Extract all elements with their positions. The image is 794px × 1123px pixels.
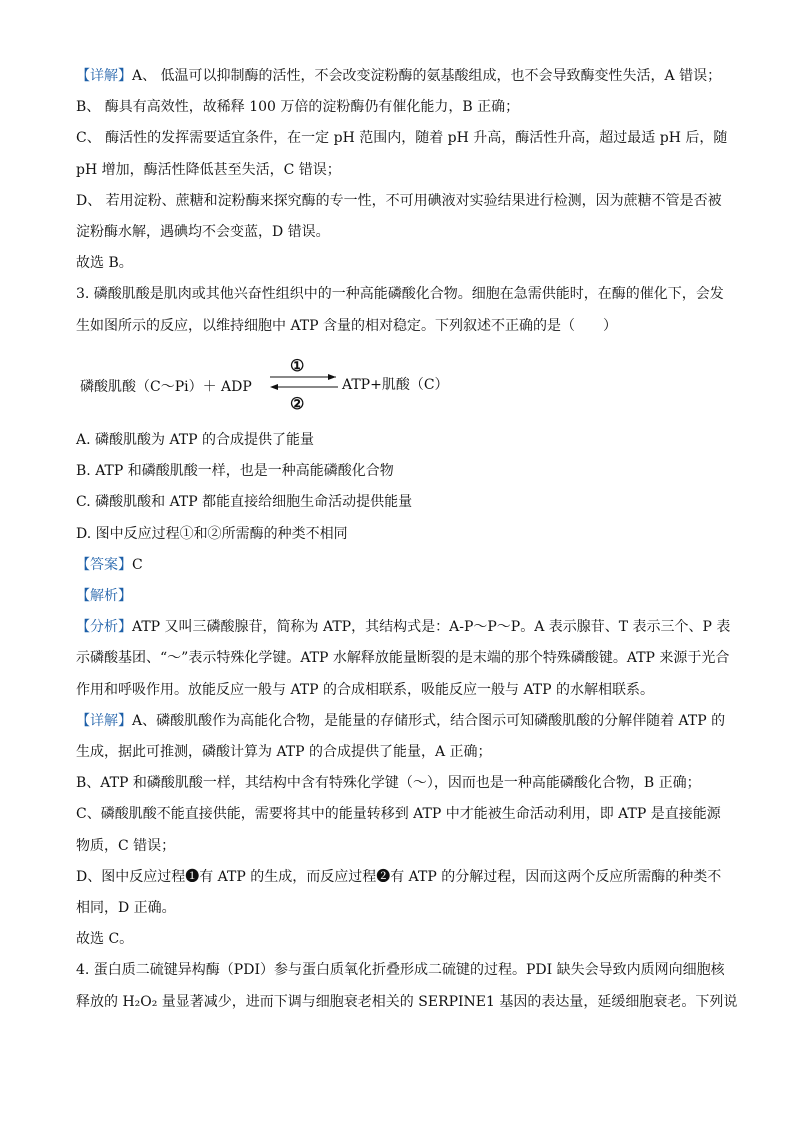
line-text: ATP 又叫三磷酸腺苷，简称为 ATP，其结构式是：A-P～P～P。A 表示腺苷、T 表示三个、P 表 [132,619,731,636]
line-text: B、 酶具有高效性，故稀释 100 万倍的淀粉酶仍有催化能力，B 正确； [76,99,520,116]
line-text: 相同，D 正确。 [76,900,176,916]
line-text: B、ATP 和磷酸肌酸一样，其结构中含有特殊化学键（～），因而也是一种高能磷酸化合物，B 正确； [76,775,701,792]
text-line [76,97,519,117]
text-line [76,316,617,336]
text-line [76,524,348,544]
line-text: C、 酶活性的发挥需要适宜条件，在一定 pH 范围内，随着 pH 升高，酶活性升高，超过最适 pH 后，随 [76,130,728,147]
line-text: D、 若用淀粉、蔗糖和淀粉酶来探究酶的专一性，不可用碘液对实验结果进行检测，因为蔗糖不管是否被 [76,192,722,209]
line-text: C. 磷酸肌酸和 ATP 都能直接给细胞生命活动提供能量 [76,494,413,511]
line-text: 物质，C 错误； [76,837,176,854]
section-tag: 【详解】 [76,712,132,729]
text-line [76,253,133,273]
text-line [76,555,143,575]
line-text: A. 磷酸肌酸为 ATP 的合成提供了能量 [76,432,315,448]
line-text: 3. 磷酸肌酸是肌肉或其他兴奋性组织中的一种高能磷酸化合物。细胞在急需供能时，在酶的催化下，会发 [76,286,724,303]
section-tag: 【分析】 [76,619,132,636]
reversible-arrow-icon [268,372,340,394]
reaction-diagram [80,356,480,416]
text-line [76,66,721,86]
forward-reaction-label: ① [290,356,305,375]
line-text: 故选 C。 [76,931,134,948]
reaction-reactants: 磷酸肌酸（C～Pi）＋ ADP [80,379,252,395]
line-text: 示磷酸基团、“～”表示特殊化学键。ATP 水解释放能量断裂的是末端的那个特殊磷酸键。ATP 来源于光合 [76,650,730,667]
text-line [76,617,730,637]
text-line [76,648,729,668]
line-text: A、 低温可以抑制酶的活性，不会改变淀粉酶的氨基酸组成，也不会导致酶变性失活，A 错误； [132,68,722,84]
line-text: 作用和呼吸作用。放能反应一般与 ATP 的合成相联系，吸能反应一般与 ATP 的水解相联系。 [76,681,655,698]
line-text: C [132,556,143,573]
text-line [76,804,721,824]
line-text: B. ATP 和磷酸肌酸一样，也是一种高能磷酸化合物 [76,463,394,480]
line-text: 生如图所示的反应，以维持细胞中 ATP 含量的相对稳定。下列叙述不正确的是（ ） [76,317,618,334]
reaction-products: ATP+肌酸（C） [342,377,449,393]
text-line [76,128,727,148]
line-text: C、磷酸肌酸不能直接供能，需要将其中的能量转移到 ATP 中才能被生命活动利用，即 ATP 是直接能源 [76,806,721,823]
line-text: 生成，据此可推测，磷酸计算为 ATP 的合成提供了能量，A 正确； [76,744,492,760]
text-line [76,992,737,1012]
text-line [76,284,724,304]
reverse-reaction-label: ② [290,394,305,413]
text-line [76,898,176,918]
text-line [76,492,412,512]
text-line [76,836,175,856]
text-line [76,711,725,731]
text-line [76,960,725,980]
text-line [76,222,330,242]
text-line [76,773,701,793]
line-text: 4. 蛋白质二硫键异构酶（PDI）参与蛋白质氧化折叠形成二硫键的过程。PDI 缺失会导致内质网向细胞核 [76,962,725,979]
section-tag: 【解析】 [76,588,132,604]
text-line [76,160,341,180]
text-line [76,586,132,606]
line-text: 淀粉酶水解，遇碘均不会变蓝，D 错误。 [76,224,330,240]
text-line [76,867,721,887]
line-text: pH 增加，酶活性降低甚至失活，C 错误； [76,161,341,178]
section-tag: 【详解】 [76,68,132,84]
text-line [76,461,394,481]
text-line [76,680,654,700]
line-text: A、磷酸肌酸作为高能化合物，是能量的存储形式，结合图示可知磷酸肌酸的分解伴随着 ATP 的 [132,712,726,729]
line-text: D、图中反应过程❶有 ATP 的生成，而反应过程❷有 ATP 的分解过程，因而这两个反应所需酶的种类不 [76,868,722,885]
line-text: 释放的 H₂O₂ 量显著减少，进而下调与细胞衰老相关的 SERPINE1 基因的表达量，延缓细胞衰老。下列说 [76,993,738,1010]
line-text: D. 图中反应过程①和②所需酶的种类不相同 [76,525,348,542]
text-line [76,430,314,450]
text-line [76,191,722,211]
text-line [76,929,133,949]
text-line [76,742,492,762]
section-tag: 【答案】 [76,556,132,573]
line-text: 故选 B。 [76,255,133,272]
